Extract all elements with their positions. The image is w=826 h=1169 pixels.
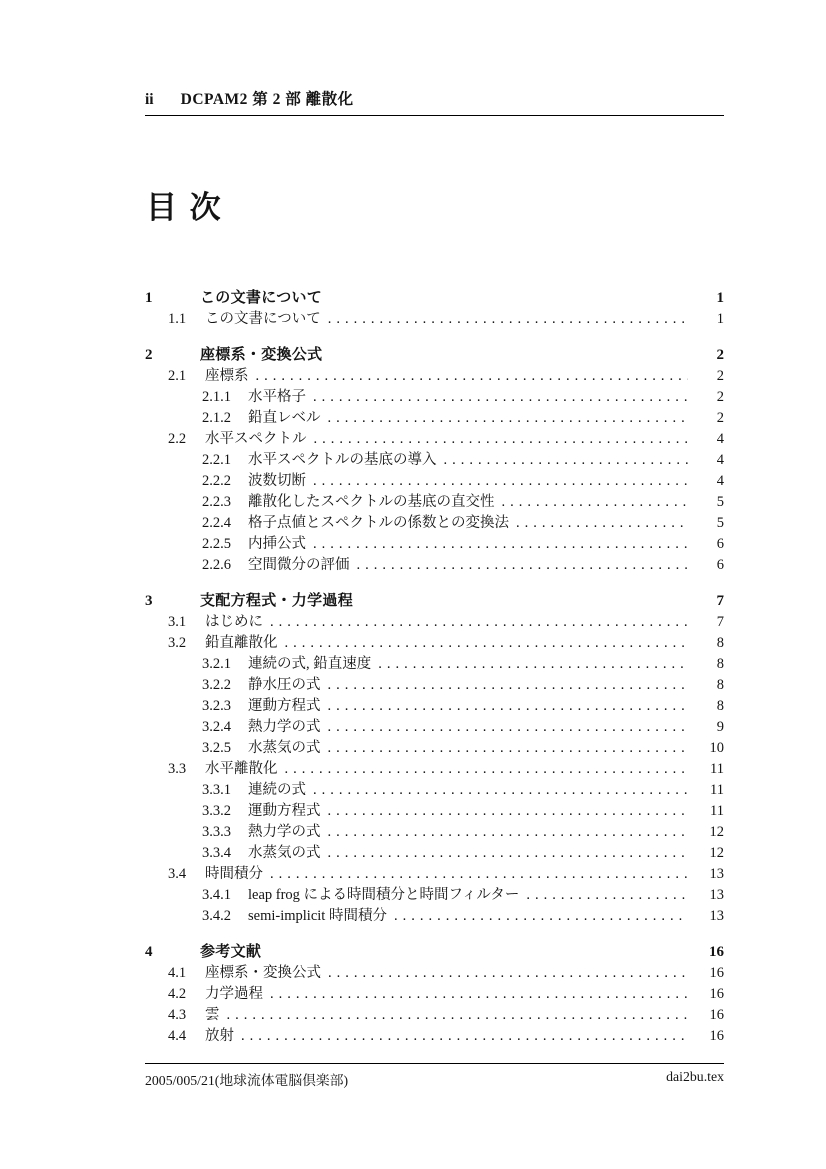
dot-leader [357, 555, 689, 576]
toc-entry-number: 2.2.2 [202, 473, 231, 489]
toc-entry-title: 鉛直レベル [248, 410, 321, 426]
toc-entry-title: 水平離散化 [205, 761, 278, 777]
toc-entry-page: 5 [716, 515, 724, 531]
toc-entry-number: 3.2.4 [202, 719, 231, 735]
toc-entry [145, 717, 724, 738]
toc-section-number: 1 [145, 290, 153, 306]
dot-leader [328, 963, 688, 984]
dot-leader [227, 1005, 689, 1026]
toc-entry-number: 3.2.1 [202, 656, 231, 672]
toc [145, 287, 724, 1047]
toc-entry-title: 熱力学の式 [248, 719, 321, 735]
toc-entry-number: 2.1 [168, 368, 187, 384]
toc-entry [145, 801, 724, 822]
dot-leader [328, 843, 689, 864]
toc-entry [145, 612, 724, 633]
dot-leader [328, 309, 688, 330]
toc-entry [145, 492, 724, 513]
dot-leader [444, 450, 689, 471]
page-footer [145, 1063, 724, 1089]
toc-section-entries [145, 963, 724, 1047]
page-header [145, 87, 724, 116]
dot-leader [328, 675, 689, 696]
header-page-number: ii [145, 91, 154, 108]
header-running-title: DCPAM2 第 2 部 離散化 [180, 91, 354, 108]
toc-entry [145, 513, 724, 534]
toc-section-number: 3 [145, 593, 153, 609]
toc-section-page: 2 [716, 347, 724, 363]
toc-entry-title: 格子点値とスペクトルの係数との変換法 [248, 515, 509, 531]
toc-entry-page: 8 [716, 677, 724, 693]
toc-entry-number: 4.2 [168, 986, 187, 1002]
dot-leader [270, 864, 688, 885]
toc-entry-page: 1 [716, 311, 724, 327]
toc-entry-title: 水平スペクトル [205, 431, 307, 447]
toc-entry-number: 2.2.4 [202, 515, 231, 531]
toc-entry-number: 3.3.4 [202, 845, 231, 861]
dot-leader [328, 696, 689, 717]
toc-entry [145, 555, 724, 576]
toc-section-heading [145, 590, 724, 612]
dot-leader [241, 1026, 688, 1047]
toc-entry-page: 2 [716, 410, 724, 426]
dot-leader [313, 534, 688, 555]
toc-section-heading [145, 287, 724, 309]
toc-entry-title: 座標系・変換公式 [205, 965, 321, 981]
toc-entry-title: 空間微分の評価 [248, 557, 350, 573]
toc-entry-number: 3.2 [168, 635, 187, 651]
toc-title: 目 次 [146, 190, 223, 225]
dot-leader [314, 429, 689, 450]
dot-leader [270, 612, 688, 633]
toc-entry [145, 864, 724, 885]
toc-entry-title: この文書について [205, 311, 321, 327]
toc-entry-number: 3.2.2 [202, 677, 231, 693]
toc-entry [145, 471, 724, 492]
toc-entry-page: 7 [716, 614, 724, 630]
toc-entry-number: 3.3.3 [202, 824, 231, 840]
toc-section-entries [145, 309, 724, 330]
toc-entry [145, 984, 724, 1005]
toc-entry-title: 水平格子 [248, 389, 306, 405]
toc-entry-page: 12 [709, 845, 724, 861]
toc-section-heading [145, 344, 724, 366]
dot-leader [270, 984, 688, 1005]
toc-entry-page: 13 [709, 908, 724, 924]
dot-leader [328, 717, 689, 738]
dot-leader [328, 738, 689, 759]
toc-section-page: 7 [716, 593, 724, 609]
toc-entry-number: 1.1 [168, 311, 187, 327]
toc-entry-number: 3.3.2 [202, 803, 231, 819]
dot-leader [285, 759, 689, 780]
toc-entry [145, 450, 724, 471]
toc-entry [145, 366, 724, 387]
toc-entry-page: 8 [716, 656, 724, 672]
toc-entry-page: 9 [716, 719, 724, 735]
toc-entry [145, 822, 724, 843]
toc-entry-title: 連続の式 [248, 782, 306, 798]
toc-entry-page: 10 [709, 740, 724, 756]
toc-entry-title: 放射 [205, 1028, 234, 1044]
toc-section-page: 1 [716, 290, 724, 306]
dot-leader [394, 906, 688, 927]
dot-leader [313, 780, 688, 801]
toc-section [145, 287, 724, 330]
toc-entry-title: 鉛直離散化 [205, 635, 278, 651]
dot-leader [516, 513, 688, 534]
toc-entry-page: 16 [709, 1007, 724, 1023]
toc-entry-number: 2.2.6 [202, 557, 231, 573]
toc-entry-number: 2.2.3 [202, 494, 231, 510]
toc-entry [145, 738, 724, 759]
toc-entry-number: 3.3.1 [202, 782, 231, 798]
toc-entry [145, 408, 724, 429]
toc-entry-number: 2.2.1 [202, 452, 231, 468]
toc-entry-title: はじめに [205, 614, 263, 630]
toc-entry-number: 3.2.5 [202, 740, 231, 756]
toc-entry-page: 13 [709, 887, 724, 903]
toc-entry-number: 3.1 [168, 614, 187, 630]
toc-entry-page: 4 [716, 431, 724, 447]
toc-entry-page: 13 [709, 866, 724, 882]
dot-leader [328, 801, 689, 822]
toc-section-number: 4 [145, 944, 153, 960]
toc-entry-number: 3.2.3 [202, 698, 231, 714]
toc-entry-page: 8 [716, 698, 724, 714]
toc-entry [145, 633, 724, 654]
toc-entry-page: 2 [716, 368, 724, 384]
dot-leader [328, 408, 689, 429]
dot-leader [502, 492, 689, 513]
footer-date: 2005/005/21(地球流体電脳倶楽部) [145, 1073, 349, 1088]
toc-entry-page: 16 [709, 986, 724, 1002]
toc-entry-title: 静水圧の式 [248, 677, 321, 693]
toc-entry [145, 1026, 724, 1047]
toc-entry-number: 2.2.5 [202, 536, 231, 552]
toc-entry-page: 16 [709, 965, 724, 981]
footer-filename: dai2bu.tex [666, 1069, 724, 1084]
toc-section [145, 344, 724, 576]
toc-section-heading [145, 941, 724, 963]
toc-entry-title: leap frog による時間積分と時間フィルター [248, 887, 520, 903]
toc-entry-number: 4.1 [168, 965, 187, 981]
dot-leader [256, 366, 689, 387]
toc-entry-page: 2 [716, 389, 724, 405]
toc-entry-number: 2.2 [168, 431, 187, 447]
toc-entry [145, 309, 724, 330]
toc-entry [145, 387, 724, 408]
toc-entry-page: 6 [716, 536, 724, 552]
toc-entry [145, 1005, 724, 1026]
toc-entry [145, 780, 724, 801]
toc-entry-title: 力学過程 [205, 986, 263, 1002]
toc-entry-number: 3.4 [168, 866, 187, 882]
toc-entry-page: 11 [710, 782, 724, 798]
toc-entry-page: 11 [710, 803, 724, 819]
toc-entry-title: 水蒸気の式 [248, 740, 321, 756]
toc-section [145, 941, 724, 1047]
dot-leader [378, 654, 688, 675]
toc-entry-title: 時間積分 [205, 866, 263, 882]
toc-entry-page: 4 [716, 452, 724, 468]
dot-leader [328, 822, 689, 843]
toc-entry [145, 675, 724, 696]
toc-entry-title: semi-implicit 時間積分 [248, 908, 387, 924]
toc-entry [145, 429, 724, 450]
toc-entry [145, 759, 724, 780]
dot-leader [313, 471, 688, 492]
toc-entry-title: 雲 [205, 1007, 220, 1023]
toc-entry-title: 熱力学の式 [248, 824, 321, 840]
toc-entry-title: 水平スペクトルの基底の導入 [248, 452, 437, 468]
toc-entry-number: 2.1.1 [202, 389, 231, 405]
toc-section-title: 座標系・変換公式 [200, 346, 323, 363]
toc-section-title: 支配方程式・力学過程 [200, 592, 354, 609]
toc-entry-page: 12 [709, 824, 724, 840]
toc-entry-title: 内挿公式 [248, 536, 306, 552]
toc-entry-title: 連続の式, 鉛直速度 [248, 656, 372, 672]
toc-section-number: 2 [145, 347, 153, 363]
toc-entry [145, 534, 724, 555]
dot-leader [313, 387, 688, 408]
toc-entry-page: 8 [716, 635, 724, 651]
toc-entry-number: 3.4.2 [202, 908, 231, 924]
toc-section-page: 16 [709, 944, 724, 960]
toc-section-title: この文書について [200, 289, 323, 306]
dot-leader [285, 633, 689, 654]
toc-entry-page: 6 [716, 557, 724, 573]
toc-entry-page: 11 [710, 761, 724, 777]
toc-entry-number: 3.4.1 [202, 887, 231, 903]
toc-entry-page: 5 [716, 494, 724, 510]
toc-entry-title: 運動方程式 [248, 803, 321, 819]
toc-entry-number: 2.1.2 [202, 410, 231, 426]
toc-entry [145, 654, 724, 675]
toc-entry [145, 696, 724, 717]
toc-entry [145, 885, 724, 906]
toc-section-title: 参考文献 [200, 943, 262, 960]
toc-section-entries [145, 612, 724, 927]
toc-entry-number: 4.4 [168, 1028, 187, 1044]
toc-entry-title: 水蒸気の式 [248, 845, 321, 861]
toc-section-entries [145, 366, 724, 576]
toc-section [145, 590, 724, 927]
toc-entry-page: 4 [716, 473, 724, 489]
toc-entry-title: 波数切断 [248, 473, 306, 489]
toc-entry-page: 16 [709, 1028, 724, 1044]
toc-entry [145, 963, 724, 984]
toc-entry-title: 座標系 [205, 368, 249, 384]
toc-entry [145, 843, 724, 864]
toc-entry [145, 906, 724, 927]
toc-entry-number: 3.3 [168, 761, 187, 777]
toc-entry-title: 離散化したスペクトルの基底の直交性 [248, 494, 495, 510]
toc-entry-title: 運動方程式 [248, 698, 321, 714]
dot-leader [526, 885, 688, 906]
toc-entry-number: 4.3 [168, 1007, 187, 1023]
